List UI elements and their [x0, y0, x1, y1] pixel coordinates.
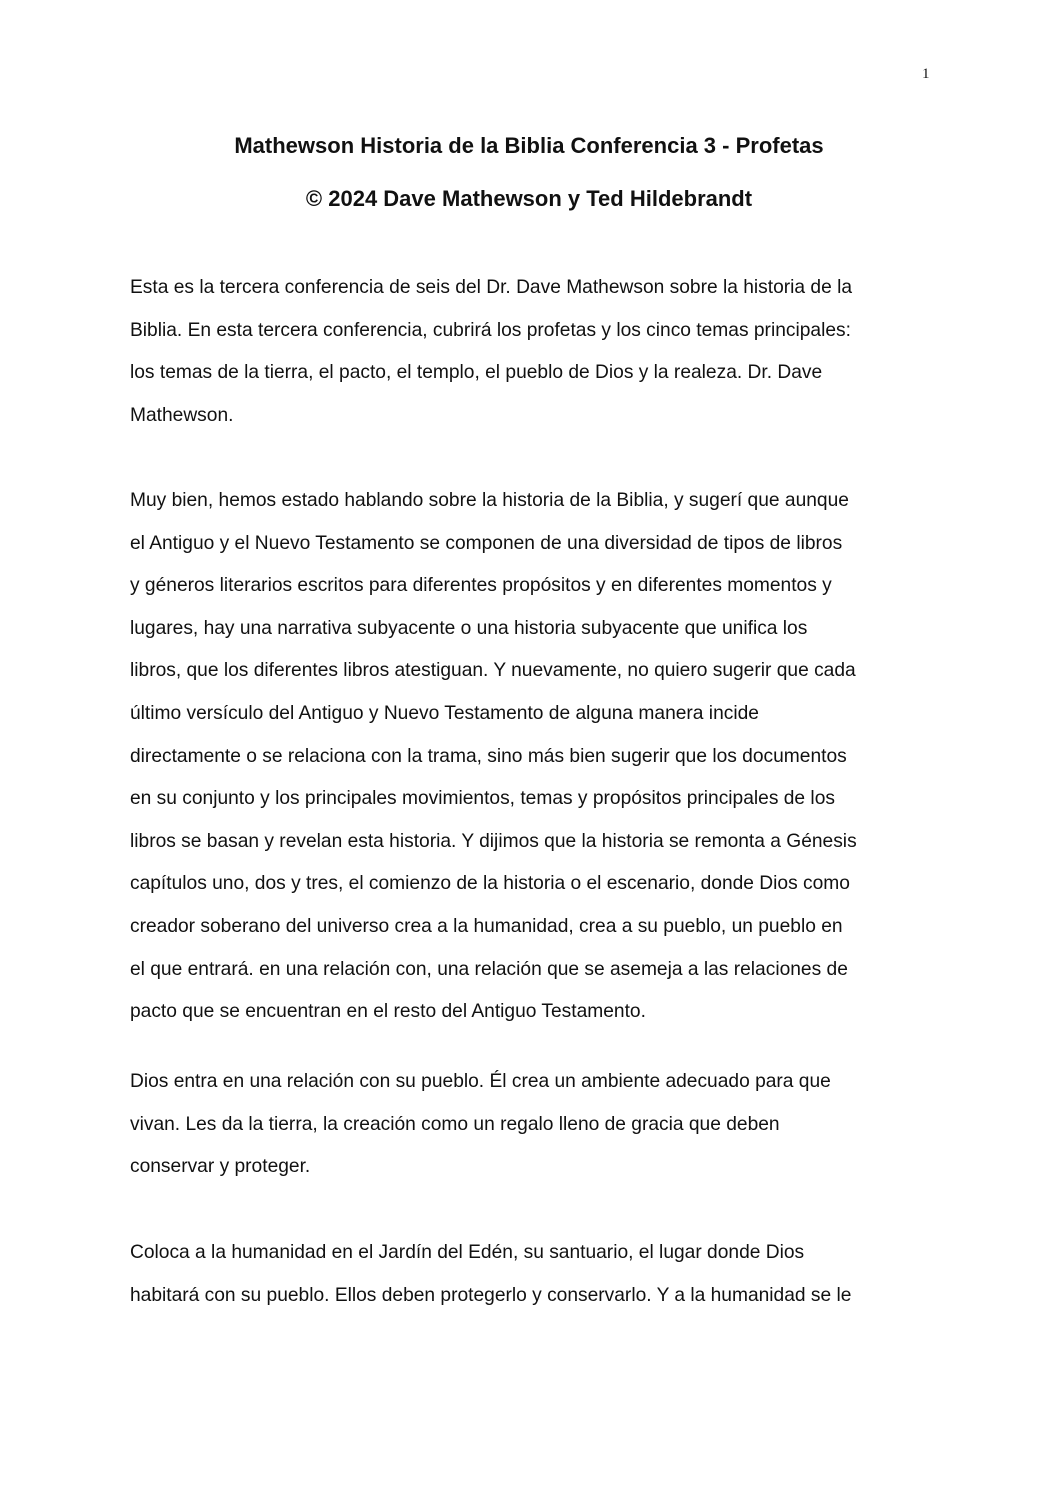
page-number: 1 [922, 66, 930, 82]
text-line: Dios entra en una relación con su pueblo. Él crea un ambiente adecuado para que [130, 1071, 831, 1092]
text-line: y géneros literarios escritos para diferentes propósitos y en diferentes momentos y [130, 575, 832, 597]
text-line: habitará con su pueblo. Ellos deben protegerlo y conservarlo. Y a la humanidad se le [130, 1284, 852, 1306]
text-line: el que entrará. en una relación con, una relación que se asemeja a las relaciones de [130, 958, 848, 980]
text-line: creador soberano del universo crea a la humanidad, crea a su pueblo, un pueblo en [130, 915, 843, 937]
document-title: Mathewson Historia de la Biblia Conferencia 3 - Profetas [234, 133, 824, 158]
text-line: en su conjunto y los principales movimientos, temas y propósitos principales de los [130, 788, 835, 810]
text-line: vivan. Les da la tierra, la creación como un regalo lleno de gracia que deben [130, 1113, 780, 1135]
text-line: Biblia. En esta tercera conferencia, cubrirá los profetas y los cinco temas principales: [130, 319, 851, 341]
text-line: Coloca a la humanidad en el Jardín del Edén, su santuario, el lugar donde Dios [130, 1242, 805, 1263]
paragraph-body-3 [130, 1232, 946, 1317]
text-line: capítulos uno, dos y tres, el comienzo de la historia o el escenario, donde Dios como [130, 873, 850, 895]
text-line: libros se basan y revelan esta historia. Y dijimos que la historia se remonta a Génesis [130, 830, 857, 852]
text-line: los temas de la tierra, el pacto, el templo, el pueblo de Dios y la realeza. Dr. Dave [130, 362, 823, 384]
document-copyright: © 2024 Dave Mathewson y Ted Hildebrandt [305, 186, 753, 211]
text-line: libros, que los diferentes libros atestiguan. Y nuevamente, no quiero sugerir que cada [130, 660, 856, 682]
text-line: pacto que se encuentran en el resto del Antiguo Testamento. [130, 1001, 646, 1023]
text-line: conservar y proteger. [130, 1156, 311, 1178]
text-line: lugares, hay una narrativa subyacente o una historia subyacente que unifica los [130, 617, 808, 639]
paragraph-body-1 [130, 480, 946, 1034]
text-line: último versículo del Antiguo y Nuevo Testamento de alguna manera incide [130, 702, 759, 724]
paragraph-intro [130, 267, 946, 437]
text-line: Muy bien, hemos estado hablando sobre la historia de la Biblia, y sugerí que aunque [130, 490, 849, 511]
text-line: el Antiguo y el Nuevo Testamento se componen de una diversidad de tipos de libros [130, 532, 843, 554]
text-line: Esta es la tercera conferencia de seis del Dr. Dave Mathewson sobre la historia de la [130, 277, 853, 298]
text-line: Mathewson. [130, 404, 234, 426]
paragraph-body-2 [130, 1061, 946, 1189]
text-line: directamente o se relaciona con la trama, sino más bien sugerir que los documentos [130, 745, 847, 767]
